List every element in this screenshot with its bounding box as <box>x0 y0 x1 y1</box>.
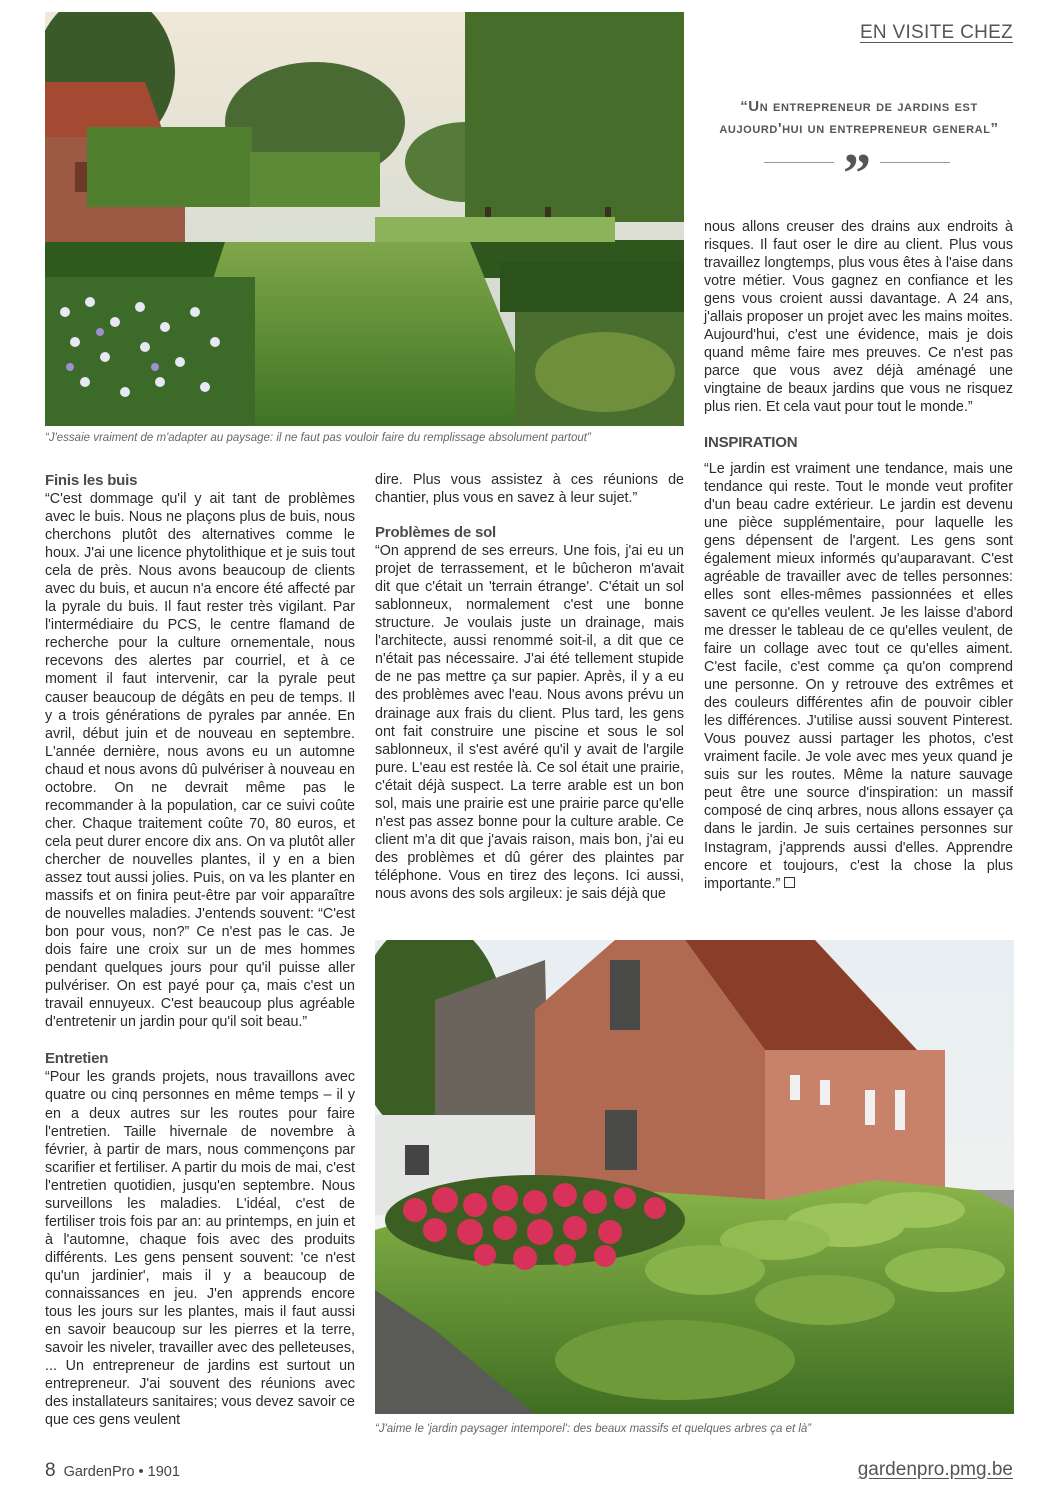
farmhouse-photo-bottom <box>375 940 1014 1414</box>
section-label: EN VISITE CHEZ <box>859 22 1013 43</box>
paragraph-continued: dire. Plus vous assistez à ces réunions de chantier, plus vous en savez à leur sujet.” <box>375 472 684 507</box>
paragraph-buis: “C'est dommage qu'il y ait tant de problèmes avec le buis. Nous ne plaçons plus de buis, nous cherchons plutôt des alternatives comme le houx. J'ai une licence phytolithique et je suis tout cela de près. Nous avons beaucoup de clients avec du buis, et aucun n'a encore été affecté par la pyrale du buis. Il faut rester très vigilant. Par l'intermédiaire du PCS, le centre flamand de recherche pour la culture ornementale, nous recevons des alertes par courriel, et à ce moment il faut intervenir, car la pyrale peut causer beaucoup de dégâts en peu de temps. Il y a trois générations de pyrales par année. En avril, début juin et de nouveau en septembre. L'année dernière, nous avons eu un automne chaud et nous avons dû pulvériser à nouveau en octobre. On ne devrait même pas le recommander à la population, car ce suivi coûte cher. Chaque traitement coûte 70, 80 euros, et cela peut durer encore dix ans. On va plutôt aller chercher de nouvelles plantes, il y en a bien assez tout aussi jolies. Puis, on va les planter en massifs et on finira peut-être par voir apparaître de nouvelles maladies. J'entends souvent: “C'est bon pour vous, non?” Ce n'est pas le cas. Je dois faire une croix sur un de mes hommes pendant quelques jours pour qu'il puisse aller pulvériser. On est payé pour ça, mais c'est un travail ennuyeux. C'est beaucoup plus agréable d'entretenir un jardin pour qu'il soit beau.” <box>45 491 355 1031</box>
footer-left <box>45 1460 180 1482</box>
paragraph-sol: “On apprend de ses erreurs. Une fois, j'ai eu un projet de terrassement, et le bûcheron m'avait dit que c'était un 'terrain étrange'. C'était un sol sablonneux, normalement c'est une bonne structure. Je voulais juste un drainage, mais l'architecte, aussi renommé soit-il, a dit que ce n'était pas nécessaire. J'ai été tellement stupide de ne pas mettre ça sur papier. Après, il y a eu des problèmes avec l'eau. Nous avons prévu un drainage aux frais du client. Plus tard, les gens ont fait construire une piscine et sous le sol sablonneux, il s'est avéré qu'il y avait de l'argile pure. L'eau est restée là. Ce sol était une prairie, c'était déjà suspect. La terre arable est un bon sol, mais une prairie est une prairie parce qu'elle n'est pas assez bonne pour la culture arable. Ce client m'a dit que j'avais raison, mais bon, j'ai eu des problèmes et dû gérer des plaintes par téléphone. Vous en tirez des leçons. Ici aussi, nous avons des sols argileux: je sais déjà que <box>375 543 684 902</box>
quote-mark-icon: ” <box>843 143 871 205</box>
garden-photo-top <box>45 12 684 426</box>
paragraph-inspiration-text: “Le jardin est vraiment une tendance, mais une tendance qui reste. Tout le monde veut profiter d'un beau cadre extérieur. Le jardin est devenu une pièce supplémentaire, pour laquelle les gens dépensent de l'argent. Les gens sont également mieux informés qu'auparavant. C'est agréable de travailler avec de telles personnes: elles sont elles-mêmes passionnées et elles savent ce qu'elles veulent. Je les laisse d'abord me dresser le tableau de ce qu'elles veulent, de faire un collage avec tout ce qu'elles aiment. C'est facile, c'est comme ça qu'on comprend une personne. On y retrouve des extrêmes et des couleurs différentes afin de pouvoir cibler les différences. J'utilise aussi souvent Pinterest. Vous pouvez aussi partager les photos, c'est vraiment facile. Je vole avec mes yeux quand je suis sur les routes. Même la nature sauvage peut être une source d'inspiration: un massif composé de cinq arbres, nous allons essayer ça dans le jardin. Je suis certaines personnes sur Instagram, j'apprends aussi d'elles. Apprendre encore et toujours, c'est la chose la plus importante.” <box>704 460 1013 892</box>
end-mark-icon <box>784 877 795 888</box>
heading-inspiration: INSPIRATION <box>704 433 798 451</box>
heading-problemes-de-sol: Problèmes de sol <box>375 524 497 542</box>
heading-finis-les-buis: Finis les buis <box>45 472 138 489</box>
heading-entretien: Entretien <box>45 1050 109 1068</box>
magazine-issue: GardenPro • 1901 <box>63 1464 180 1480</box>
paragraph-continued-col3: nous allons creuser des drains aux endroits à risques. Il faut oser le dire au client. Plus vous travaillez longtemps, plus vous êtes à l'aise dans votre métier. Vous gagnez en confiance et les gens vous croient aussi davantage. A 24 ans, j'allais proposer un projet avec les mains moites. Aujourd'hui, c'est une évidence, mais je dois quand même faire mes preuves. Ce n'est pas parce que vous avez déjà aménagé une vingtaine de beaux jardins que vous ne risquez plus rien. Et cela vaut pour tout le monde.” <box>704 219 1013 416</box>
top-photo-caption: “J'essaie vraiment de m'adapter au paysage: il ne faut pas vouloir faire du remplissage absolument partout” <box>45 432 591 444</box>
column-3 <box>704 218 1013 893</box>
website-link[interactable]: gardenpro.pmg.be <box>857 1459 1013 1480</box>
column-1 <box>45 471 355 1429</box>
quote-mark-divider <box>764 143 950 205</box>
divider-line-right <box>880 162 950 163</box>
divider-line-left <box>764 162 834 163</box>
pull-quote-line1: “Un entrepreneur de jardins est <box>740 98 978 115</box>
paragraph-entretien: “Pour les grands projets, nous travaillons avec quatre ou cinq personnes en même temps – il y en a deux autres sur les routes pour faire l'entretien. Taille hivernale de novembre à février, à partir de mars, nous commençons par scarifier et fertiliser. A partir du mois de mai, c'est l'entretien quotidien, jusqu'en septembre. Nous surveillons les maladies. L'idéal, c'est de fertiliser trois fois par an: au printemps, en juin et à l'automne, chaque fois avec des produits différents. Les gens pensent souvent: 'ce n'est qu'un jardinier', mais il y a beaucoup de connaissances en jeu. J'en apprends encore tous les jours sur les plantes, mais il faut aussi en savoir beaucoup sur les pierres et la terre, savoir les niveler, travailler avec des pelleteuses, ... Un entrepreneur de jardins est surtout un entrepreneur. J'ai souvent des réunions avec des installateurs sanitaires; vous devez savoir ce que ces gens veulent <box>45 1069 355 1429</box>
column-2 <box>375 471 684 903</box>
pull-quote <box>704 96 1014 140</box>
pull-quote-line2: aujourd'hui un entrepreneur general” <box>719 120 999 137</box>
bottom-photo-caption: “J'aime le 'jardin paysager intemporel': des beaux massifs et quelques arbres ça et là” <box>375 1423 812 1435</box>
page-number: 8 <box>45 1460 56 1481</box>
paragraph-inspiration <box>704 460 1013 893</box>
